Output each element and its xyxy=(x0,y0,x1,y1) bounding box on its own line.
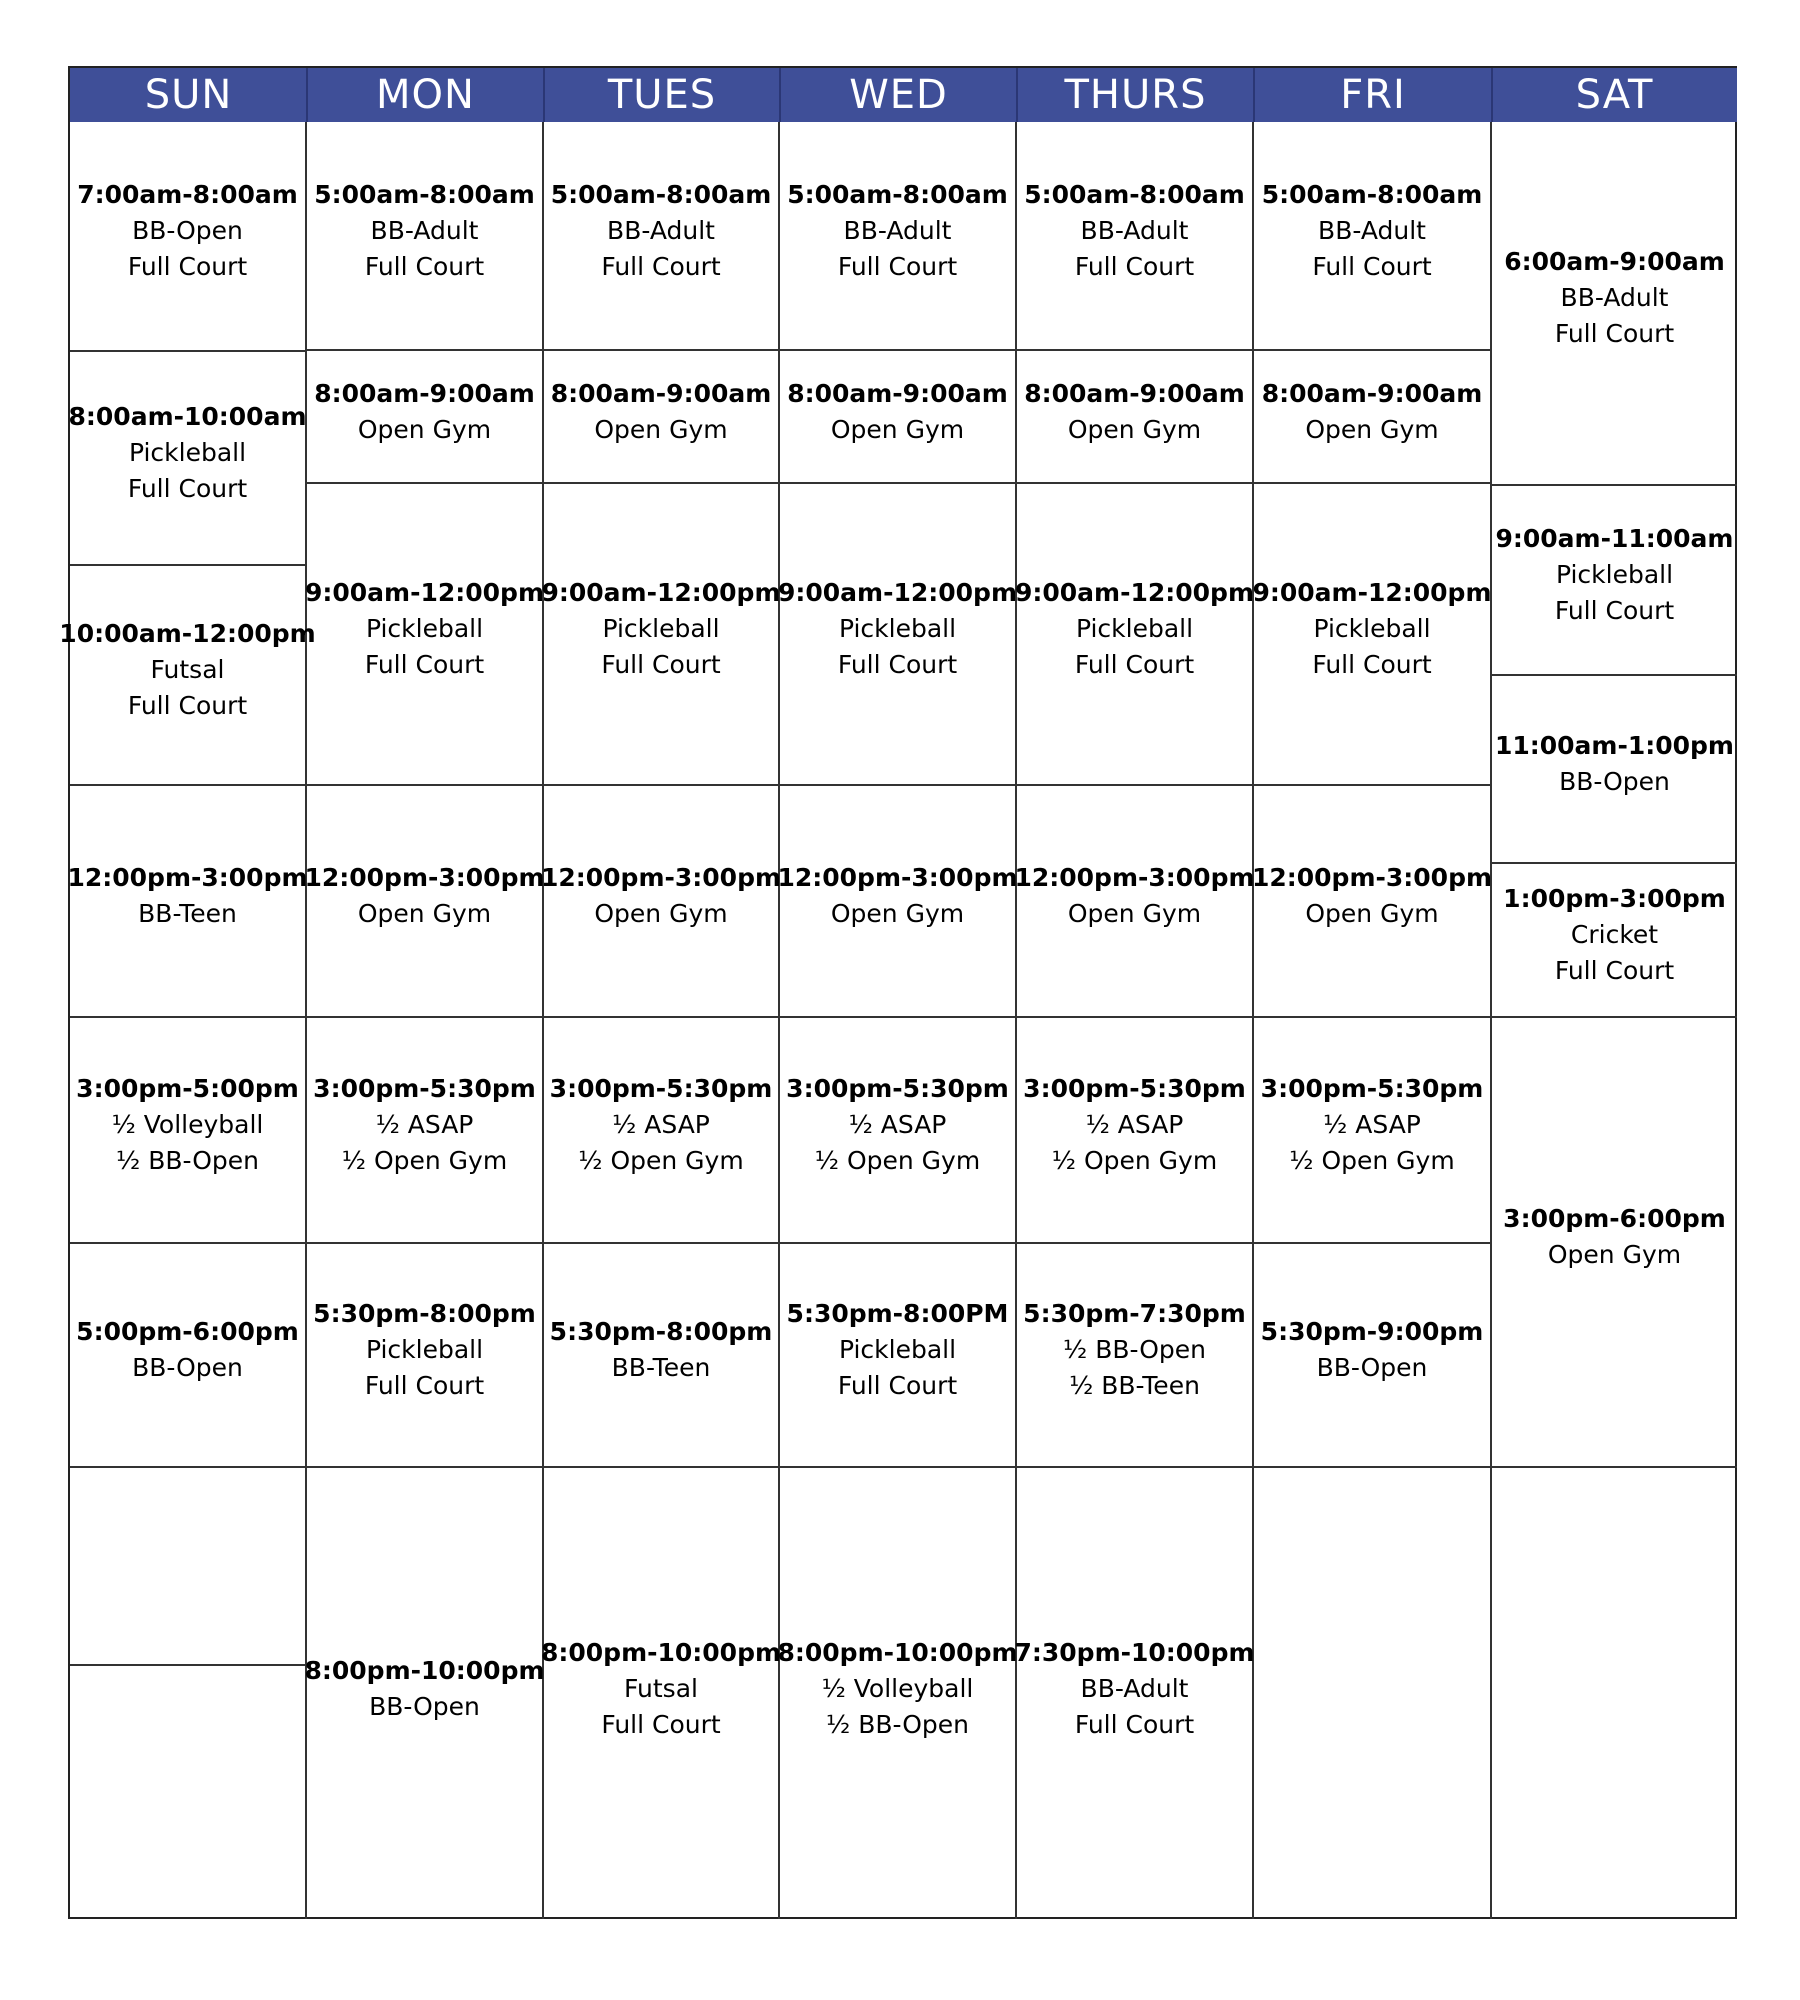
event-detail: Full Court xyxy=(1074,650,1195,679)
event-time: 8:00am-9:00am xyxy=(787,378,1008,408)
event-time: 8:00pm-10:00pm xyxy=(304,1655,545,1685)
sat-event-cell xyxy=(1492,486,1737,676)
event-time: 12:00pm-3:00pm xyxy=(67,863,308,892)
event-time: 5:00am-8:00am xyxy=(550,179,772,209)
event-detail: BB-Open xyxy=(132,216,243,245)
wed-event-cell xyxy=(780,484,1017,786)
header-thurs: THURS xyxy=(1017,68,1254,122)
mon-event-cell xyxy=(307,1018,544,1244)
event-detail: BB-Open xyxy=(369,1691,480,1721)
event-detail: ½ ASAP xyxy=(1323,1110,1421,1139)
event-detail: ½ Open Gym xyxy=(1051,1146,1218,1175)
event-time: 12:00pm-3:00pm xyxy=(1014,863,1255,892)
event-time: 9:00am-12:00pm xyxy=(541,578,781,607)
event-detail: Full Court xyxy=(127,252,248,281)
event-time: 12:00pm-3:00pm xyxy=(777,863,1018,892)
event-detail: Pickleball xyxy=(838,1335,957,1364)
fri-event-cell xyxy=(1254,122,1492,351)
event-time: 5:00am-8:00am xyxy=(787,179,1008,209)
event-detail: BB-Teen xyxy=(138,899,237,928)
event-time: 5:00am-8:00am xyxy=(1261,179,1483,209)
event-detail: ½ Volleyball xyxy=(821,1673,974,1703)
header-mon: MON xyxy=(307,68,544,122)
event-detail: ½ Open Gym xyxy=(1289,1146,1455,1175)
event-time: 3:00pm-5:30pm xyxy=(1260,1074,1484,1103)
wed-event-cell xyxy=(780,351,1017,484)
tues-event-cell xyxy=(544,1018,780,1244)
event-detail: Full Court xyxy=(1312,650,1432,679)
fri-event-cell xyxy=(1254,1244,1492,1468)
sat-event-cell xyxy=(1492,1018,1737,1468)
event-time: 7:00am-8:00am xyxy=(77,180,298,209)
tues-event-cell xyxy=(540,1468,782,1919)
event-detail: BB-Adult xyxy=(1080,1673,1189,1703)
fri-event-cell xyxy=(1254,1018,1492,1244)
event-time: 5:30pm-8:00PM xyxy=(786,1299,1009,1328)
event-detail: Open Gym xyxy=(1067,414,1202,444)
event-detail: Pickleball xyxy=(602,614,720,643)
mon-event-cell xyxy=(304,786,545,1018)
event-detail: ½ ASAP xyxy=(375,1110,474,1139)
event-time: 3:00pm-5:30pm xyxy=(1023,1074,1246,1103)
event-detail: Full Court xyxy=(127,474,248,503)
sat-event-cell xyxy=(1492,864,1737,1018)
event-detail: BB-Adult xyxy=(1080,215,1189,245)
event-detail: Pickleball xyxy=(1555,560,1674,589)
event-detail: ½ Open Gym xyxy=(341,1146,508,1175)
event-detail: ½ BB-Teen xyxy=(1069,1371,1200,1400)
tues-event-cell xyxy=(544,122,780,351)
event-time: 12:00pm-3:00pm xyxy=(304,863,545,892)
event-detail: Pickleball xyxy=(365,1335,484,1364)
tues-event-cell xyxy=(544,351,780,484)
wed-event-cell xyxy=(780,1244,1017,1468)
thurs-event-cell xyxy=(1017,351,1254,484)
mon-event-cell xyxy=(304,1468,545,1919)
event-detail: Open Gym xyxy=(357,414,492,444)
event-detail: Full Court xyxy=(1554,596,1675,625)
mon-event-cell xyxy=(307,1244,544,1468)
event-time: 5:00am-8:00am xyxy=(1024,179,1245,209)
header-sat: SAT xyxy=(1492,68,1737,122)
event-detail: BB-Adult xyxy=(1318,215,1426,245)
fri-event-cell xyxy=(1251,786,1493,1018)
sun-event-cell xyxy=(70,1244,307,1468)
event-time: 8:00am-9:00am xyxy=(314,378,535,408)
event-detail: Cricket xyxy=(1570,920,1659,949)
header-divider xyxy=(1491,68,1493,122)
event-detail: Full Court xyxy=(601,650,721,679)
event-detail: BB-Teen xyxy=(611,1353,711,1382)
header-divider xyxy=(779,68,781,122)
wed-event-cell xyxy=(780,122,1017,351)
event-detail: Pickleball xyxy=(1075,614,1194,643)
thurs-event-cell xyxy=(1017,1244,1254,1468)
event-time: 8:00pm-10:00pm xyxy=(777,1637,1018,1667)
event-detail: BB-Open xyxy=(1316,1353,1428,1382)
event-detail: Full Court xyxy=(1074,1709,1195,1739)
event-detail: Open Gym xyxy=(594,899,728,928)
sun-empty-cell xyxy=(70,1468,307,1666)
event-detail: BB-Open xyxy=(1559,767,1670,796)
event-detail: ½ BB-Open xyxy=(116,1146,259,1175)
event-detail: Full Court xyxy=(837,650,958,679)
thurs-event-cell xyxy=(1017,484,1254,786)
event-detail: ½ Open Gym xyxy=(814,1146,981,1175)
event-detail: Pickleball xyxy=(838,614,957,643)
tues-event-cell xyxy=(540,786,782,1018)
sun-event-cell xyxy=(70,122,307,352)
event-time: 8:00am-9:00am xyxy=(1261,378,1483,408)
event-time: 11:00am-1:00pm xyxy=(1494,731,1734,760)
event-detail: Full Court xyxy=(364,1371,485,1400)
event-time: 9:00am-11:00am xyxy=(1495,524,1734,553)
event-detail: Full Court xyxy=(601,251,721,281)
event-detail: Futsal xyxy=(624,1673,698,1703)
event-time: 8:00am-9:00am xyxy=(550,378,772,408)
event-detail: Full Court xyxy=(837,251,958,281)
mon-event-cell xyxy=(307,122,544,351)
header-sun: SUN xyxy=(70,68,307,122)
event-detail: Open Gym xyxy=(830,899,965,928)
event-time: 1:00pm-3:00pm xyxy=(1503,884,1726,913)
sun-empty-cell xyxy=(70,1666,307,1919)
event-time: 3:00pm-5:00pm xyxy=(76,1074,299,1103)
event-detail: Open Gym xyxy=(1305,414,1439,444)
event-time: 5:30pm-8:00pm xyxy=(313,1299,536,1328)
event-detail: BB-Open xyxy=(132,1353,243,1382)
tues-event-cell xyxy=(544,1244,780,1468)
event-detail: Pickleball xyxy=(365,614,484,643)
event-detail: ½ ASAP xyxy=(612,1110,710,1139)
event-time: 7:30pm-10:00pm xyxy=(1014,1637,1255,1667)
mon-event-cell xyxy=(307,484,544,786)
event-time: 3:00pm-5:30pm xyxy=(786,1074,1009,1103)
event-detail: Full Court xyxy=(1074,251,1195,281)
thurs-event-cell xyxy=(1017,1018,1254,1244)
event-detail: Open Gym xyxy=(1067,899,1202,928)
header-divider xyxy=(1253,68,1255,122)
event-detail: Full Court xyxy=(1554,956,1675,985)
sat-event-cell xyxy=(1492,122,1737,486)
event-time: 9:00am-12:00pm xyxy=(778,578,1018,607)
header-divider xyxy=(306,68,308,122)
event-time: 5:00pm-6:00pm xyxy=(76,1317,299,1346)
fri-event-cell xyxy=(1254,484,1492,786)
event-detail: BB-Adult xyxy=(1560,283,1669,312)
event-time: 10:00am-12:00pm xyxy=(59,619,316,648)
wed-event-cell xyxy=(777,1468,1018,1919)
event-detail: Open Gym xyxy=(1305,899,1439,928)
sun-event-cell xyxy=(59,566,316,786)
event-time: 5:30pm-8:00pm xyxy=(549,1317,773,1346)
weekly-schedule-calendar xyxy=(59,66,1737,1919)
event-time: 3:00pm-5:30pm xyxy=(313,1074,536,1103)
event-time: 3:00pm-6:00pm xyxy=(1503,1204,1726,1233)
event-detail: Futsal xyxy=(150,655,225,684)
sun-event-cell xyxy=(70,1018,307,1244)
event-time: 5:30pm-9:00pm xyxy=(1260,1317,1484,1346)
sat-empty-cell xyxy=(1492,1468,1737,1919)
event-detail: ½ BB-Open xyxy=(1063,1335,1206,1364)
event-time: 5:30pm-7:30pm xyxy=(1023,1299,1246,1328)
event-detail: BB-Adult xyxy=(607,215,715,245)
event-detail: ½ Volleyball xyxy=(111,1110,264,1139)
tues-event-cell xyxy=(541,484,781,786)
fri-empty-cell xyxy=(1254,1468,1492,1919)
event-time: 9:00am-12:00pm xyxy=(305,578,545,607)
event-time: 12:00pm-3:00pm xyxy=(1251,863,1493,892)
event-detail: ½ Open Gym xyxy=(578,1146,744,1175)
event-detail: Full Court xyxy=(127,691,248,720)
event-detail: ½ BB-Open xyxy=(826,1709,969,1739)
sun-event-cell xyxy=(70,352,307,566)
mon-event-cell xyxy=(307,351,544,484)
header-fri: FRI xyxy=(1254,68,1492,122)
event-detail: ½ ASAP xyxy=(848,1110,947,1139)
event-detail: Pickleball xyxy=(128,438,247,467)
event-time: 8:00am-10:00am xyxy=(68,402,307,431)
event-time: 12:00pm-3:00pm xyxy=(540,863,782,892)
wed-event-cell xyxy=(777,786,1018,1018)
header-divider xyxy=(1016,68,1018,122)
header-tues: TUES xyxy=(544,68,780,122)
event-time: 8:00pm-10:00pm xyxy=(540,1637,782,1667)
thurs-event-cell xyxy=(1017,122,1254,351)
event-time: 9:00am-12:00pm xyxy=(1015,578,1255,607)
event-detail: Open Gym xyxy=(830,414,965,444)
event-detail: Full Court xyxy=(364,251,485,281)
sat-event-cell xyxy=(1492,676,1737,864)
event-time: 3:00pm-5:30pm xyxy=(549,1074,773,1103)
fri-event-cell xyxy=(1254,351,1492,484)
header-wed: WED xyxy=(780,68,1017,122)
event-detail: Full Court xyxy=(1554,319,1675,348)
event-detail: Full Court xyxy=(364,650,485,679)
event-time: 9:00am-12:00pm xyxy=(1252,578,1492,607)
event-time: 8:00am-9:00am xyxy=(1024,378,1245,408)
event-detail: Open Gym xyxy=(357,899,492,928)
event-detail: Open Gym xyxy=(594,414,728,444)
event-detail: BB-Adult xyxy=(843,215,952,245)
event-detail: Full Court xyxy=(1312,251,1432,281)
event-time: 5:00am-8:00am xyxy=(314,179,535,209)
event-time: 6:00am-9:00am xyxy=(1504,247,1725,276)
header-divider xyxy=(543,68,545,122)
event-detail: Pickleball xyxy=(1313,614,1431,643)
event-detail: ½ ASAP xyxy=(1085,1110,1184,1139)
event-detail: Open Gym xyxy=(1547,1240,1682,1269)
thurs-event-cell xyxy=(1014,1468,1255,1919)
thurs-event-cell xyxy=(1014,786,1255,1018)
event-detail: Full Court xyxy=(601,1709,721,1739)
wed-event-cell xyxy=(780,1018,1017,1244)
sun-event-cell xyxy=(67,786,308,1018)
event-detail: Full Court xyxy=(837,1371,958,1400)
event-detail: BB-Adult xyxy=(370,215,479,245)
